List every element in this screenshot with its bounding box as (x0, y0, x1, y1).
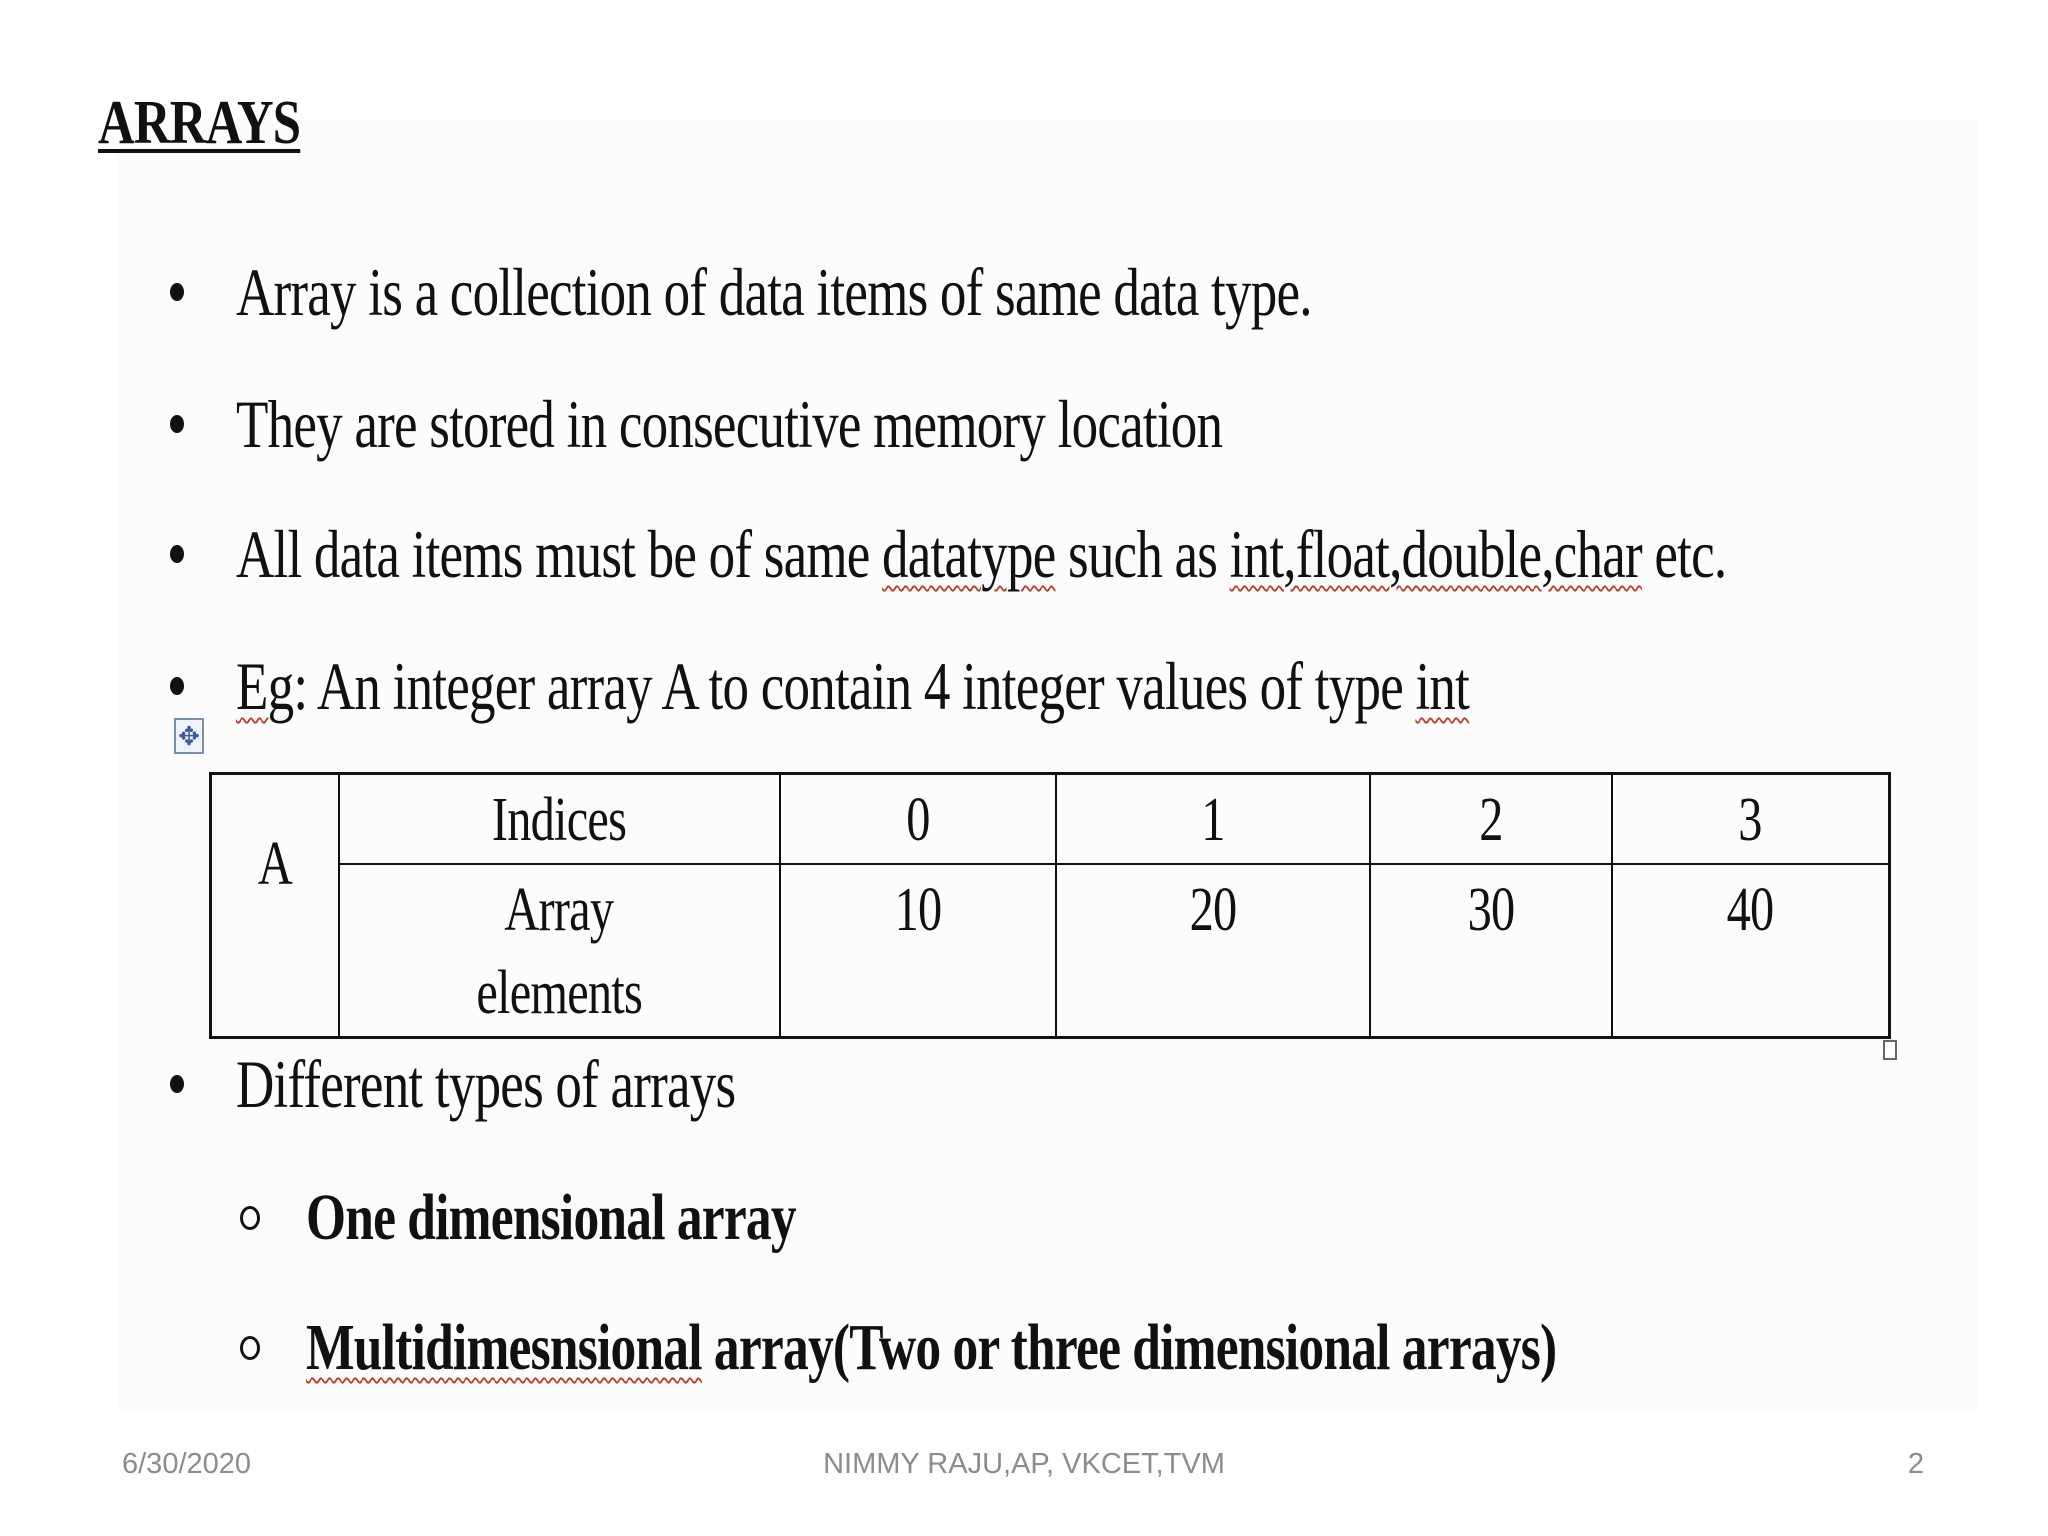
element-cell: 40 (1612, 864, 1890, 1038)
bullet-text: Array is a collection of data items of same data type. (236, 254, 1312, 330)
bullet-item-2 (170, 386, 1500, 462)
sub-bullet-circle-icon (240, 1336, 260, 1360)
sub-item-one-dimensional (240, 1181, 934, 1254)
element-cell: 30 (1370, 864, 1612, 1038)
bullet-dot-icon (170, 415, 184, 433)
spellcheck-word: datatype (882, 516, 1056, 592)
bullet-text: Eg: An integer array A to contain 4 integer values of type int (236, 648, 1470, 724)
sub-item-text: Multidimesnsional array(Two or three dimensional arrays) (306, 1311, 1557, 1384)
element-cell: 20 (1056, 864, 1370, 1038)
bullet-item-3 (170, 516, 2048, 592)
row-label-indices: Indices (339, 774, 780, 864)
footer-author: NIMMY RAJU,AP, VKCET,TVM (823, 1448, 1225, 1480)
slide-title: ARRAYS (98, 89, 301, 157)
bullet-dot-icon (170, 1075, 184, 1093)
bullet-item-4 (170, 648, 1817, 724)
bullet-text: All data items must be of same datatype such as int,float,double,char etc. (236, 516, 1727, 592)
sub-item-multidimensional (240, 1311, 1909, 1384)
move-handle-icon[interactable]: ✥ (174, 718, 204, 754)
array-table (209, 772, 1891, 1039)
element-cell: 10 (780, 864, 1056, 1038)
bullet-dot-icon (170, 677, 184, 695)
bullet-dot-icon (170, 545, 184, 563)
array-name-cell: A (211, 774, 339, 1038)
bullet-text: Different types of arrays (236, 1046, 736, 1122)
footer-date: 6/30/2020 (122, 1448, 252, 1480)
spellcheck-word: int,float,double,char (1229, 516, 1642, 592)
bullet-dot-icon (170, 283, 184, 301)
bullet-text: They are stored in consecutive memory location (236, 386, 1223, 462)
spellcheck-word: Multidimesnsional (306, 1311, 702, 1384)
footer-page-number: 2 (1907, 1448, 1924, 1480)
bullet-item-5 (170, 1046, 876, 1122)
spellcheck-word: Eg (236, 648, 294, 724)
resize-handle-icon[interactable] (1883, 1040, 1897, 1060)
spellcheck-word: int (1415, 648, 1470, 724)
index-cell: 2 (1370, 774, 1612, 864)
sub-bullet-circle-icon (240, 1206, 260, 1230)
index-cell: 3 (1612, 774, 1890, 864)
sub-item-text: One dimensional array (306, 1181, 796, 1254)
bullet-item-1 (170, 254, 1615, 330)
index-cell: 0 (780, 774, 1056, 864)
table-row (211, 774, 1890, 864)
row-label-elements: Array elements (339, 864, 780, 1038)
table-row (211, 864, 1890, 1038)
index-cell: 1 (1056, 774, 1370, 864)
